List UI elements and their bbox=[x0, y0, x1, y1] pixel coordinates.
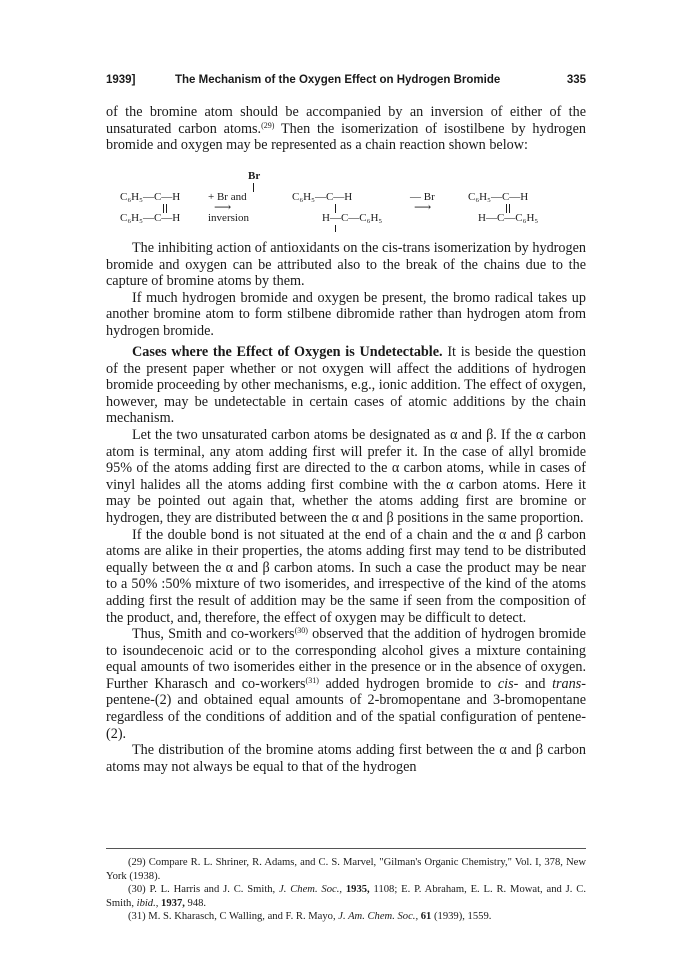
footnote-divider bbox=[106, 848, 586, 849]
footnotes bbox=[106, 856, 586, 924]
scheme-arrow-2: ⟶ bbox=[414, 200, 432, 214]
header-year: 1939] bbox=[106, 74, 136, 86]
paragraph-inhibiting: The inhibiting action of antioxidants on the cis-trans isomerization by hydrogen bromide and oxygen can be attributed also to the break of the chains due to the capture of bromine atoms by them. bbox=[106, 240, 586, 290]
section-body bbox=[106, 344, 586, 775]
ref-30: (30) bbox=[294, 626, 308, 636]
scheme-minus-br: — Br bbox=[410, 191, 435, 203]
ref-29: (29) bbox=[261, 120, 275, 130]
section-heading: Cases where the Effect of Oxygen is Undetectable. bbox=[132, 344, 443, 360]
header-page-number: 335 bbox=[566, 74, 586, 86]
scheme-reactant-top: C₆H₅—C—H bbox=[120, 191, 181, 203]
scheme-product-top: C₆H₅—C—H bbox=[468, 191, 529, 203]
footnote-31: (31) M. S. Kharasch, C Walling, and F. R. Mayo, J. Am. Chem. Soc., 61 (1939), 1559. bbox=[128, 911, 492, 923]
paragraph-intro bbox=[106, 104, 586, 154]
paragraph-smith: Thus, Smith and co-workers$^{(30)}$ observed that the addition of hydrogen bromide to isoundecenoic acid or to the corresponding alcohol gives a mixture containing equal amounts of two isomerides either in the presence or in the absence of oxygen. Further Kharasch and co-workers$^{(31)}$ added hydrogen bromide to cis- and trans-pentene-(2) and obtained equal amounts of 2-bromopentane and 3-bromopentane regardless of the conditions of addition and of the spatial configuration of pentene-(2). bbox=[106, 626, 586, 742]
footnote-30: (30) P. L. Harris and J. C. Smith, J. Chem. Soc., 1935, 1108; E. P. Abraham, E. L. R. Mowat, and J. C. Smith, ibid., 1937, 948. bbox=[106, 884, 586, 909]
scheme-radical-bond bbox=[335, 225, 336, 232]
body-text bbox=[106, 240, 586, 340]
scheme-product-bottom: H—C—C₆H₅ bbox=[478, 212, 539, 224]
scheme-reactant-bottom: C₆H₅—C—H bbox=[120, 212, 181, 224]
scheme-inversion: inversion bbox=[208, 212, 249, 224]
para4-text: It is beside the question of the present paper whether or not oxygen will affect the additions of hydrogen bromide proceeding by other mechanisms, e.g., ionic addition. The effect of oxygen, however, may be undetectable in certain cases of atomic additions by the chain mechanism. bbox=[106, 344, 586, 427]
scheme-intermediate-bottom: H—C—C₆H₅ bbox=[322, 212, 383, 224]
paragraph-undetectable bbox=[106, 344, 586, 427]
scheme-bond-br bbox=[253, 183, 254, 192]
paragraph-distribution: The distribution of the bromine atoms adding first between the α and β carbon atoms may not always be equal to that of the hydrogen bbox=[106, 742, 586, 775]
paragraph-double-bond: If the double bond is not situated at the end of a chain and the α and β carbon atoms are alike in their properties, the atoms adding first may tend to be distributed equally between the α and β carbon atoms. In such a case the product may be near to a 50% :50% mixture of two isomerides, and irrespective of the kind of the atoms adding first the result of addition may be the same if seen from the composition of the product, and, therefore, the effect of oxygen may be difficult to detect. bbox=[106, 526, 586, 626]
ref-31: (31) bbox=[305, 675, 319, 685]
para1-tail: Then the isomerization of isostilbene by hydrogen bromide and oxygen may be represented as a chain reaction shown below: bbox=[106, 120, 586, 154]
reaction-scheme bbox=[106, 170, 586, 232]
scheme-plus-br: + Br and bbox=[208, 191, 247, 203]
paragraph-bromo-radical: If much hydrogen bromide and oxygen be present, the bromo radical takes up another bromine atom to form stilbene dibromide rather than hydrogen atom from hydrogen bromide. bbox=[106, 289, 586, 339]
scheme-br-label: Br bbox=[248, 170, 261, 182]
paragraph-alpha-beta: Let the two unsaturated carbon atoms be designated as α and β. If the α carbon atom is terminal, any atom adding first will prefer it. In the case of allyl bromide 95% of the atoms adding first are directed to the α carbon atoms, while in cases of vinyl halides all the atoms adding first combine with the α carbon atoms. Here it may be pointed out again that, whether the atoms adding first are bromine or hydrogen, they are distributed between the α and β positions in the same proportion. bbox=[106, 426, 586, 526]
scheme-arrow-1: ⟶ bbox=[214, 200, 232, 214]
header-title: The Mechanism of the Oxygen Effect on Hydrogen Bromide bbox=[175, 74, 501, 86]
para1-text: of the bromine atom should be accompanied by an inversion of either of the unsaturated carbon atoms. bbox=[106, 104, 586, 137]
scheme-intermediate-top: C₆H₅—C—H bbox=[292, 191, 353, 203]
footnote-29: (29) Compare R. L. Shriner, R. Adams, and C. S. Marvel, "Gilman's Organic Chemistry," Vol. I, 378, New York (1938). bbox=[106, 857, 586, 882]
